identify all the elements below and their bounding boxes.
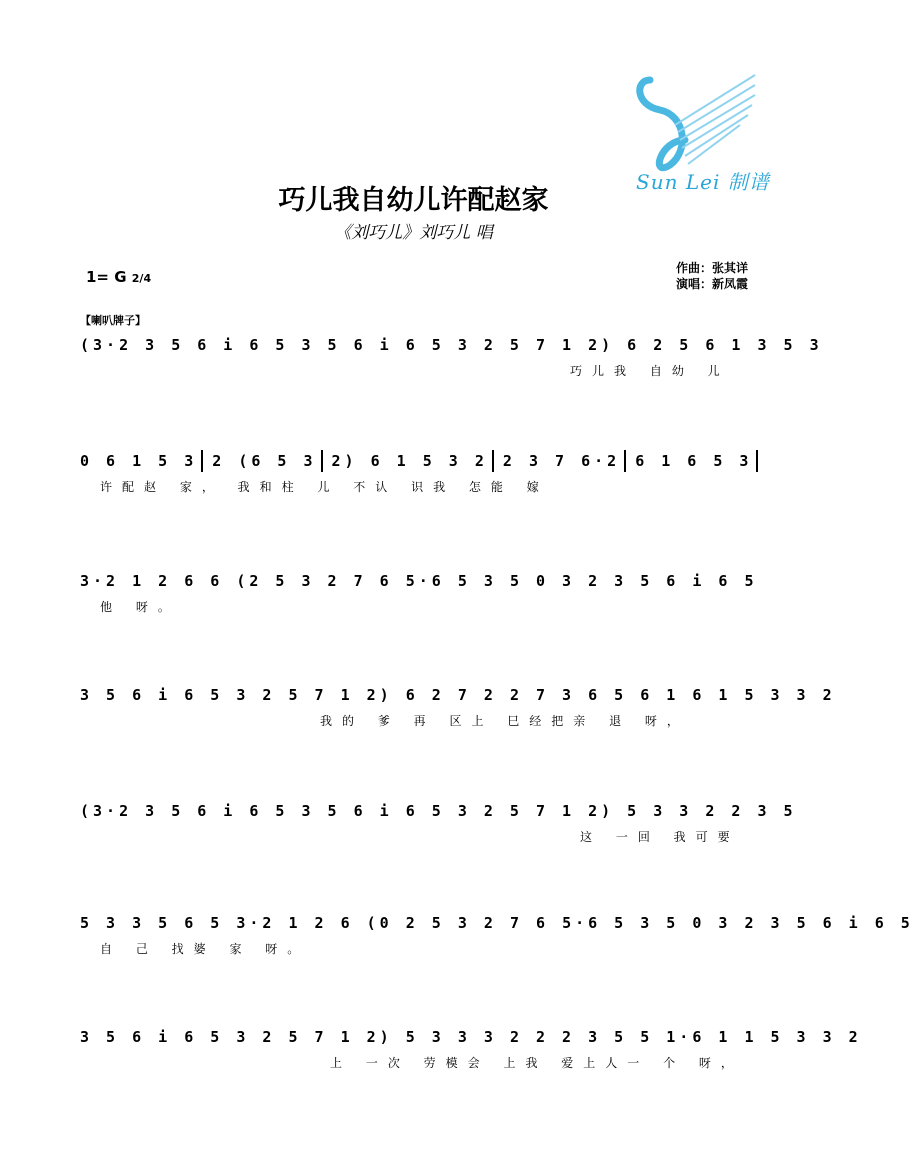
measure: 2 3 5 [731, 802, 797, 820]
notation-line [80, 1022, 862, 1052]
measure: 2 5 7 1 [262, 1028, 354, 1046]
measure: 5 3 3 5 6 5 [80, 914, 224, 932]
barline [492, 450, 494, 472]
key-signature: 1= G 2/4 [86, 268, 152, 286]
barline [756, 450, 758, 472]
measure: 6 i 6 5 [822, 914, 914, 932]
measure: 6 1 6 1 [640, 686, 732, 704]
measure: 5 3 3 2 [770, 1028, 862, 1046]
notation-line [80, 680, 836, 710]
measure: 6 1 6 5 3 [635, 452, 753, 470]
logo-text: Sun Lei 制谱 [636, 170, 770, 194]
measure: 5 3 3 2 [744, 686, 836, 704]
measure: (3·2 3 5 [80, 336, 185, 354]
measure: 2) 5 3 3 2 [588, 802, 719, 820]
measure: 3·2 1 2 6 [80, 572, 198, 590]
measure: (0 2 5 3 2 7 6 [366, 914, 550, 932]
barline [321, 450, 323, 472]
score-row [80, 908, 914, 957]
score-row [80, 796, 797, 845]
notation-line [80, 566, 760, 596]
measure: 2 (6 5 3 [212, 452, 317, 470]
notation-line [80, 446, 760, 476]
measure: 6 i 6 5 [666, 572, 758, 590]
measure: 1·6 1 1 [666, 1028, 758, 1046]
lyrics-line: 上 一次 劳模会 上我 爱上人一 个 呀， [330, 1056, 743, 1070]
notation-line [80, 796, 797, 826]
barline [624, 450, 626, 472]
measure: 5·6 5 3 5 [562, 914, 680, 932]
measure: 2 5 7 1 [483, 336, 576, 354]
lyrics-line: 自 己 找婆 家 呀。 [100, 942, 310, 956]
measure: 6 1 3 5 3 [705, 336, 823, 354]
measure: 3·2 1 2 6 [236, 914, 354, 932]
page-subtitle: 《刘巧儿》刘巧儿 唱 [334, 223, 493, 243]
measure: 3 5 6 i 6 5 3 [301, 336, 471, 354]
measure: 6 (2 5 3 2 7 6 [210, 572, 393, 590]
measure: 2) 6 2 7 2 [366, 686, 497, 704]
score-row [80, 330, 823, 379]
notation-line [80, 330, 823, 360]
notation-line [80, 908, 914, 938]
score-row [80, 680, 836, 729]
measure: 6 i 6 5 [197, 802, 289, 820]
lyrics-line: 这 一回 我可要 [580, 830, 740, 844]
measure: 2) 6 2 5 [588, 336, 693, 354]
measure: 6 i 6 5 [197, 336, 289, 354]
composer-credit: 作曲：张其详 [676, 261, 749, 275]
score-row [80, 1022, 862, 1071]
score-row [80, 566, 760, 615]
measure: 3 5 6 i 6 5 3 [80, 686, 250, 704]
measure: (3·2 3 5 [80, 802, 185, 820]
score-row [80, 446, 760, 495]
measure: 5·6 5 3 5 [405, 572, 523, 590]
lyrics-line: 我的 爹 再 区上 巳经把亲 退 呀， [320, 714, 689, 728]
measure: 2 2 2 3 5 5 [509, 1028, 654, 1046]
lyrics-line: 巧儿我 自幼 儿 [570, 364, 730, 378]
measure: 2 5 7 1 [483, 802, 576, 820]
lyrics-line: 许配赵 家， 我和柱 儿 不认 识我 怎能 嫁 [100, 480, 549, 494]
measure: 3 5 6 i 6 5 3 [301, 802, 471, 820]
section-tag: 【喇叭牌子】 [80, 314, 146, 327]
lyrics-line: 他 呀。 [100, 600, 180, 614]
singer-credit: 演唱：新凤霞 [676, 277, 749, 291]
measure: 0 3 2 3 5 [692, 914, 810, 932]
measure: 2) 6 1 5 3 2 [331, 452, 488, 470]
measure: 0 3 2 3 5 [536, 572, 654, 590]
measure: 3 5 6 i 6 5 3 [80, 1028, 250, 1046]
credits [676, 260, 748, 292]
measure: 2 3 7 6·2 [502, 452, 621, 470]
page-title: 巧儿我自幼儿许配赵家 [278, 185, 549, 216]
measure: 2 5 7 1 [262, 686, 354, 704]
measure: 2) 5 3 3 3 [366, 1028, 497, 1046]
measure: 2 7 3 6 5 [509, 686, 628, 704]
barline [201, 450, 203, 472]
time-signature: 2/4 [131, 272, 152, 285]
measure: 0 6 1 5 3 [80, 452, 198, 470]
